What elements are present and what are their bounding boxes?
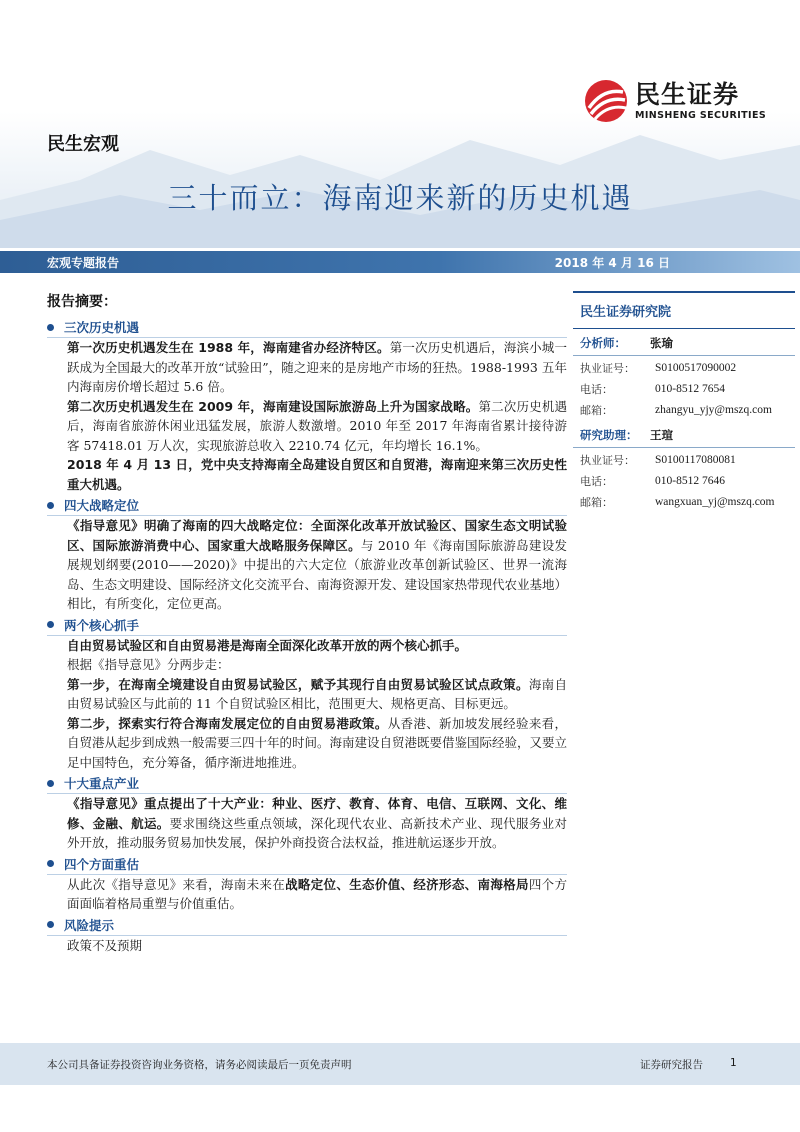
summary-body bbox=[47, 318, 567, 957]
summary-section bbox=[47, 855, 567, 914]
section-divider bbox=[47, 337, 567, 338]
paragraph-text: 要求围绕这些重点领域，深化现代农业、高新技术产业、现代服务业对外开放，推动服务贸易加快发展，保护外商投资合法权益，推进航运逐步开放。 bbox=[67, 815, 567, 850]
report-banner bbox=[0, 251, 800, 273]
section-label: 风险提示 bbox=[64, 917, 115, 933]
section-heading bbox=[47, 916, 567, 934]
section-heading bbox=[47, 496, 567, 514]
analyst-header bbox=[573, 329, 795, 356]
section-heading bbox=[47, 774, 567, 792]
contact-label: 邮箱： bbox=[580, 404, 613, 417]
summary-paragraph bbox=[67, 675, 567, 714]
contact-row bbox=[573, 379, 795, 400]
report-type: 宏观专题报告 bbox=[47, 256, 120, 270]
paragraph-text: 海南自由贸易试验区与此前的 11 个自贸试验区相比，范围更大、规格更高、目标更远。 bbox=[67, 676, 567, 711]
key-statement: 第一次历史机遇发生在 1988 年，海南建省办经济特区。 bbox=[67, 340, 390, 355]
paragraph-text: 第二次历史机遇后，海南省旅游休闲业迅猛发展，旅游人数激增。2010 年至 2017 年海南省累计接待游客 57418.01 万人次，实现旅游总收入 2210.74 亿元，年均增长 16.1%。 bbox=[67, 398, 567, 453]
summary-heading: 报告摘要： bbox=[47, 294, 117, 310]
contact-row bbox=[573, 400, 795, 421]
analyst-role: 研究助理： bbox=[580, 428, 638, 442]
section-divider bbox=[47, 793, 567, 794]
key-statement: 自由贸易试验区和自由贸易港是海南全面深化改革开放的两个核心抓手。 bbox=[67, 637, 468, 653]
bullet-icon bbox=[47, 860, 54, 867]
analyst-name: 张瑜 bbox=[650, 336, 673, 350]
contact-row bbox=[573, 450, 795, 471]
contact-label: 执业证号： bbox=[580, 454, 635, 467]
bullet-icon bbox=[47, 502, 54, 509]
section-heading bbox=[47, 318, 567, 336]
section-heading bbox=[47, 616, 567, 634]
report-date: 2018 年 4 月 16 日 bbox=[554, 256, 670, 270]
contact-value: S0100117080081 bbox=[655, 454, 736, 466]
contact-row bbox=[573, 492, 795, 513]
contact-label: 执业证号： bbox=[580, 362, 635, 375]
contact-value: S0100517090002 bbox=[655, 362, 737, 374]
contact-row bbox=[573, 471, 795, 492]
section-heading bbox=[47, 855, 567, 873]
key-statement: 第一步，在海南全境建设自由贸易试验区，赋予其现行自由贸易试验区试点政策。 bbox=[67, 676, 529, 692]
summary-section bbox=[47, 916, 567, 956]
summary-section bbox=[47, 616, 567, 773]
section-divider bbox=[47, 935, 567, 936]
analyst-sidebar bbox=[573, 291, 795, 513]
paragraph-text: 从香港、新加坡发展经验来看，自贸港从起步到成熟一般需要三四十年的时间。海南建设自贸港既要借鉴国际经验，又要立足中国特色，充分筹备，循序渐进地推进。 bbox=[67, 715, 568, 770]
paragraph-text: 根据《指导意见》分两步走： bbox=[67, 657, 230, 672]
page-footer bbox=[0, 1043, 800, 1085]
contact-value: 010-8512 7646 bbox=[655, 475, 725, 487]
analyst-role: 分析师： bbox=[580, 336, 626, 350]
section-label: 两个核心抓手 bbox=[64, 617, 140, 633]
key-statement: 2018 年 4 月 13 日，党中央支持海南全岛建设自贸区和自贸港，海南迎来第三次历史性重大机遇。 bbox=[67, 457, 567, 492]
report-series: 民生宏观 bbox=[47, 134, 119, 155]
section-label: 四个方面重估 bbox=[64, 856, 140, 872]
summary-paragraph bbox=[67, 875, 567, 914]
summary-paragraph bbox=[67, 936, 567, 956]
minsheng-logo-icon bbox=[583, 78, 629, 124]
page-number: 1 bbox=[730, 1057, 737, 1069]
paragraph-text: 从此次《指导意见》来看，海南未来在 bbox=[67, 876, 286, 892]
footer-disclaimer: 本公司具备证券投资咨询业务资格，请务必阅读最后一页免责声明 bbox=[47, 1059, 352, 1071]
section-label: 四大战略定位 bbox=[64, 498, 140, 513]
key-phrase: 战略定位、生态价值、经济形态、南海格局 bbox=[285, 876, 529, 892]
contact-value[interactable]: zhangyu_yjy@mszq.com bbox=[655, 404, 772, 416]
summary-paragraph bbox=[67, 655, 567, 675]
contact-label: 电话： bbox=[580, 475, 613, 488]
logo-english-name: MINSHENG SECURITIES bbox=[635, 110, 767, 121]
summary-section bbox=[47, 496, 567, 614]
contact-label: 电话： bbox=[580, 383, 613, 396]
research-institute: 民生证券研究院 bbox=[573, 291, 795, 329]
bullet-icon bbox=[47, 324, 54, 331]
section-divider bbox=[47, 635, 567, 636]
contact-value: 010-8512 7654 bbox=[655, 383, 725, 395]
summary-paragraph bbox=[67, 397, 567, 456]
page-title: 三十而立：海南迎来新的历史机遇 bbox=[167, 181, 633, 215]
paragraph-text: 政策不及预期 bbox=[67, 937, 143, 953]
key-statement: 《指导意见》明确了海南的四大战略定位：全面深化改革开放试验区、国家生态文明试验区、国际旅游消费中心、国家重大战略服务保障区。 bbox=[67, 518, 567, 553]
bullet-icon bbox=[47, 621, 54, 628]
summary-paragraph bbox=[67, 516, 567, 614]
analyst-header bbox=[573, 421, 795, 448]
paragraph-text: 与 2010 年《海南国际旅游岛建设发展规划纲要(2010——2020)》中提出的六大定位（旅游业改革创新试验区、世界一流海岛、生态文明建设、国际经济文化交流平台、南海资源开发、建设国家热带现代农业基地）相比，有所变化，定位更高。 bbox=[67, 537, 568, 611]
footer-label: 证券研究报告 bbox=[640, 1059, 703, 1071]
summary-paragraph bbox=[67, 455, 567, 494]
section-label: 十大重点产业 bbox=[64, 776, 140, 791]
bullet-icon bbox=[47, 921, 54, 928]
summary-section bbox=[47, 774, 567, 853]
analyst-list bbox=[573, 329, 795, 513]
company-logo bbox=[583, 78, 766, 124]
contact-value[interactable]: wangxuan_yj@mszq.com bbox=[655, 496, 775, 508]
summary-paragraph bbox=[67, 714, 567, 773]
summary-paragraph bbox=[67, 338, 567, 397]
paragraph-text: 第一次历史机遇后，海滨小城一跃成为全国最大的改革开放“试验田”，随之迎来的是房地产市场的狂热。1988-1993 五年内海南房价增长超过 5.6 倍。 bbox=[67, 340, 567, 394]
bullet-icon bbox=[47, 780, 54, 787]
key-statement: 第二步，探索实行符合海南发展定位的自由贸易港政策。 bbox=[67, 715, 388, 731]
contact-row bbox=[573, 358, 795, 379]
section-label: 三次历史机遇 bbox=[64, 320, 140, 335]
section-divider bbox=[47, 874, 567, 875]
summary-paragraph bbox=[67, 636, 567, 656]
summary-section bbox=[47, 318, 567, 494]
summary-paragraph bbox=[67, 794, 567, 853]
section-divider bbox=[47, 515, 567, 516]
key-statement: 第二次历史机遇发生在 2009 年，海南建设国际旅游岛上升为国家战略。 bbox=[67, 398, 479, 414]
paragraph-text: 四个方面面临着格局重塑与价值重估。 bbox=[67, 876, 567, 911]
contact-label: 邮箱： bbox=[580, 496, 613, 509]
report-header bbox=[0, 0, 800, 248]
logo-chinese-name: 民生证券 bbox=[635, 80, 740, 109]
analyst-name: 王瑄 bbox=[650, 428, 673, 442]
key-statement: 《指导意见》重点提出了十大产业：种业、医疗、教育、体育、电信、互联网、文化、维修、金融、航运。 bbox=[67, 796, 567, 831]
